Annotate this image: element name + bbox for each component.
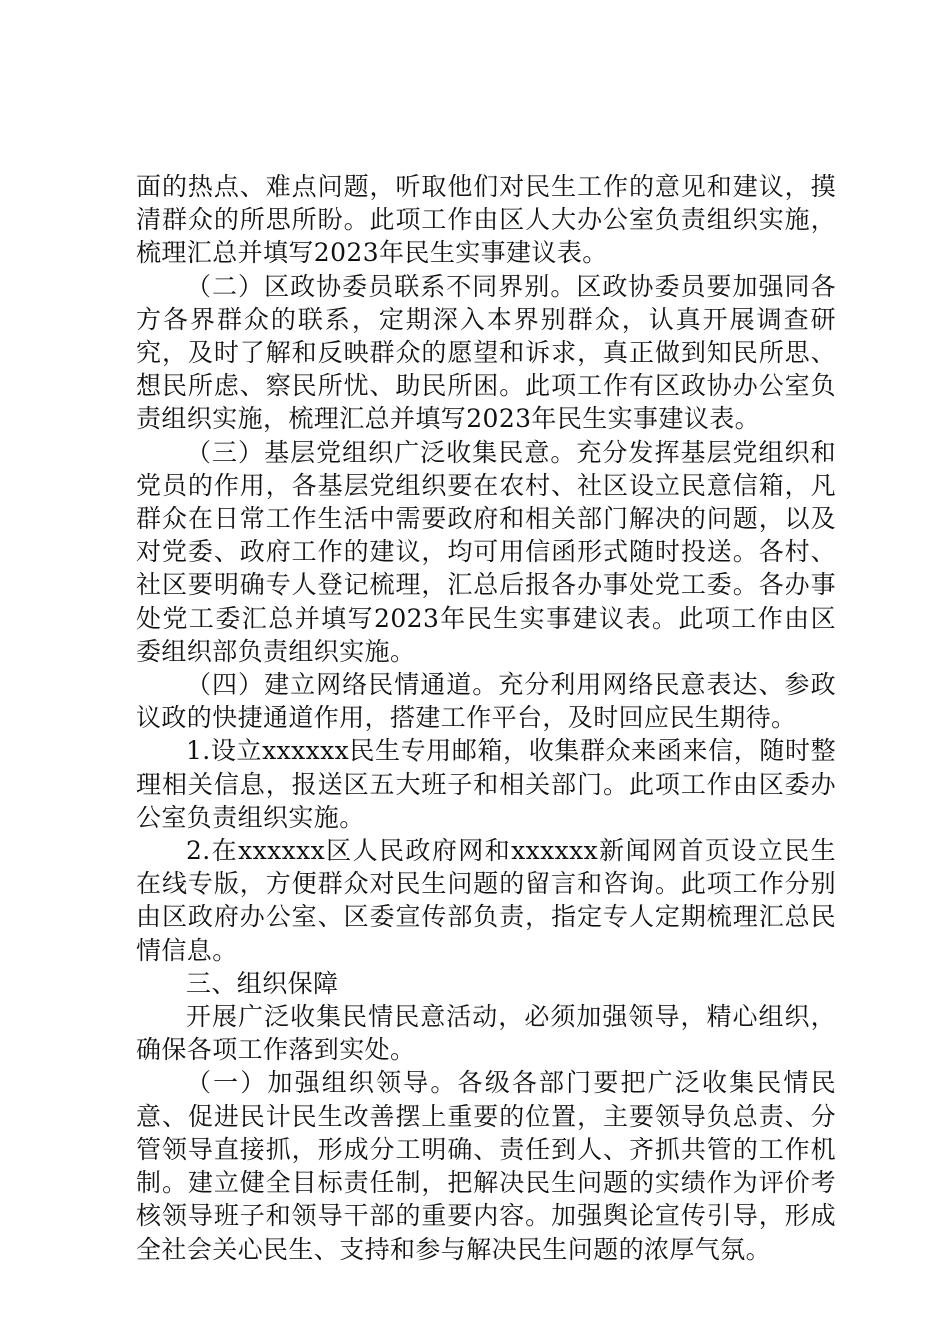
paragraph-continuation: 面的热点、难点问题，听取他们对民生工作的意见和建议，摸清群众的所思所盼。此项工作由区人大办公室负责组织实施，梳理汇总并填写2023年民生实事建议表。 (136, 172, 836, 268)
section-heading-organization: 三、组织保障 (186, 968, 339, 998)
paragraph-cppcc-members: （二）区政协委员联系不同界别。区政协委员要加强同各方各界群众的联系，定期深入本界别群众，认真开展调查研究，及时了解和反映群众的愿望和诉求，真正做到知民所思、想民所虑、察民所忧、助民所困。此项工作有区政协办公室负责组织实施，梳理汇总并填写2023年民生实事建议表。 (136, 271, 836, 434)
document-page (136, 170, 836, 1266)
list-item-mailbox: 1.设立xxxxxx民生专用邮箱，收集群众来函来信，随时整理相关信息，报送区五大班子和相关部门。此项工作由区委办公室负责组织实施。 (136, 736, 836, 832)
list-item-online-column: 2.在xxxxxx区人民政府网和xxxxxx新闻网首页设立民生在线专版，方便群众对民生问题的留言和咨询。此项工作分别由区政府办公室、区委宣传部负责，指定专人定期梳理汇总民情信息。 (136, 836, 836, 965)
paragraph-grassroots-party: （三）基层党组织广泛收集民意。充分发挥基层党组织和党员的作用，各基层党组织要在农村、社区设立民意信箱，凡群众在日常工作生活中需要政府和相关部门解决的问题，以及对党委、政府工作的建议，均可用信函形式随时投送。各村、社区要明确专人登记梳理，汇总后报各办事处党工委。各办事处党工委汇总并填写2023年民生实事建议表。此项工作由区委组织部负责组织实施。 (136, 437, 836, 666)
paragraph-leadership: （一）加强组织领导。各级各部门要把广泛收集民情民意、促进民计民生改善摆上重要的位置，主要领导负总责、分管领导直接抓，形成分工明确、责任到人、齐抓共管的工作机制。建立健全目标责任制，把解决民生问题的实绩作为评价考核领导班子和领导干部的重要内容。加强舆论宣传引导，形成全社会关心民生、支持和参与解决民生问题的浓厚气氛。 (136, 1068, 836, 1264)
paragraph-network-channel: （四）建立网络民情通道。充分利用网络民意表达、参政议政的快捷通道作用，搭建工作平台，及时回应民生期待。 (136, 670, 836, 733)
paragraph-section-intro: 开展广泛收集民情民意活动，必须加强领导，精心组织，确保各项工作落到实处。 (136, 1002, 836, 1065)
